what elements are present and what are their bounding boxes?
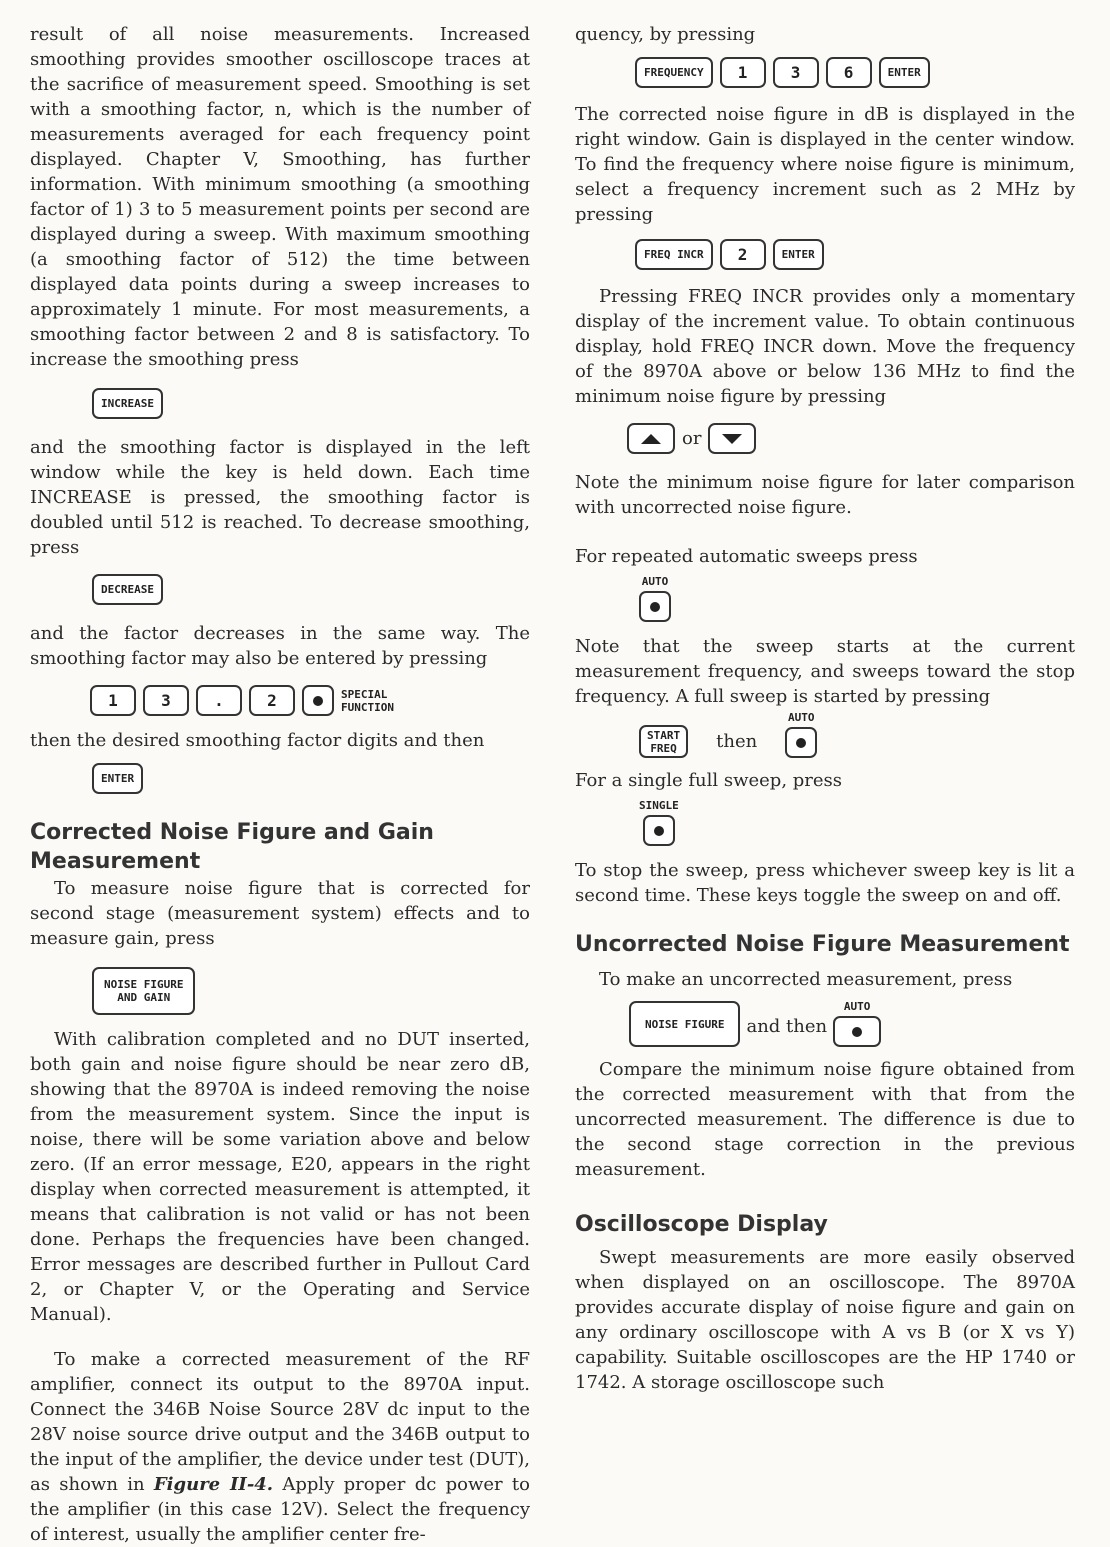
paragraph-increase: and the smoothing factor is displayed in the left window while the key is held down. Each time INCREASE is pressed, the smoothing factor is doubled until 512 is reached. To decrease smoothing, press — [30, 437, 530, 558]
key-indicator-icon — [852, 1027, 862, 1037]
key-3[interactable]: 3 — [773, 57, 819, 88]
auto-sweep-key[interactable] — [833, 1016, 881, 1047]
auto-sweep-key[interactable] — [639, 591, 671, 622]
auto-label: AUTO — [787, 711, 815, 724]
enter-key[interactable]: ENTER — [879, 57, 930, 88]
enter-key[interactable]: ENTER — [773, 239, 824, 270]
up-arrow-icon — [640, 433, 662, 445]
down-arrow-icon — [721, 433, 743, 445]
auto-key-group — [639, 575, 671, 622]
single-key-group — [639, 799, 679, 846]
heading-uncorrected: Uncorrected Noise Figure Measurement — [575, 932, 1070, 957]
enter-key[interactable]: ENTER — [92, 763, 143, 794]
paragraph-corrected-intro: To measure noise figure that is corrected for second stage (measurement system) effects and to measure gain, press — [30, 878, 530, 949]
paragraph-frequency: quency, by pressing — [575, 24, 756, 45]
paragraph-calibration: With calibration completed and no DUT inserted, both gain and noise figure should be near zero dB, showing that the 8970A is indeed removing the noise from the measurement system. Since the input is noise, there will be some variation above and below zero. (If an error message, E20, appears in the right display when corrected measurement is attempted, it means that calibration is not valid or has not been done. Perhaps the frequencies have been changed. Error messages are described further in Pullout Card 2, or Chapter V, or the Operating and Service Manual). — [30, 1029, 530, 1325]
increase-key-row — [92, 388, 530, 419]
paragraph-compare: Compare the minimum noise figure obtained from the corrected measurement with that from the uncorrected measurement. The difference is due to the second stage correction in the previous measurement. — [575, 1059, 1075, 1180]
noise-figure-key[interactable]: NOISE FIGURE — [629, 1001, 740, 1047]
increase-key[interactable]: INCREASE — [92, 388, 163, 419]
decrease-key-row — [92, 574, 530, 605]
special-function-label: SPECIAL FUNCTION — [341, 687, 394, 714]
heading-oscilloscope: Oscilloscope Display — [575, 1212, 828, 1237]
auto-sweep-key[interactable] — [785, 727, 817, 758]
key-1[interactable]: 1 — [720, 57, 766, 88]
key-2[interactable]: 2 — [720, 239, 766, 270]
key-2[interactable]: 2 — [249, 685, 295, 716]
auto-key-group-2 — [785, 711, 817, 758]
paragraph-freq-incr: Pressing FREQ INCR provides only a momentary display of the increment value. To obtain continuous display, hold FREQ INCR down. Move the frequency of the 8970A above or below 136 MHz to find the minimum noise figure by pressing — [575, 286, 1075, 407]
and-then-label: and then — [746, 1016, 828, 1037]
auto-label: AUTO — [641, 575, 669, 588]
freq-incr-key-row — [635, 239, 1075, 270]
single-sweep-key[interactable] — [643, 815, 675, 846]
key-indicator-icon — [796, 738, 806, 748]
key-6[interactable]: 6 — [826, 57, 872, 88]
paragraph-oscilloscope: Swept measurements are more easily observed when displayed on an oscilloscope. The 8970A provides accurate display of noise figure and gain on any ordinary oscilloscope with A vs B (or X vs Y) capability. Suitable oscilloscopes are the HP 1740 or 1742. A storage oscilloscope such — [575, 1247, 1075, 1393]
key-indicator-icon — [650, 602, 660, 612]
paragraph-sweep-start: Note that the sweep starts at the current measurement frequency, and sweeps toward the stop frequency. A full sweep is started by pressing — [575, 636, 1075, 707]
key-indicator-icon — [654, 826, 664, 836]
nfg-key-row — [92, 967, 530, 1015]
noise-figure-and-gain-key[interactable]: NOISE FIGURE AND GAIN — [92, 967, 195, 1015]
paragraph-decrease: and the factor decreases in the same way. The smoothing factor may also be entered by pressing — [30, 623, 530, 669]
heading-corrected: Corrected Noise Figure and Gain Measurement — [30, 820, 434, 874]
auto-key-group-3 — [833, 1000, 881, 1047]
single-label: SINGLE — [639, 799, 679, 812]
or-label: or — [682, 428, 702, 449]
special-function-key[interactable] — [302, 685, 334, 716]
paragraph-uncorrected-intro: To make an uncorrected measurement, press — [599, 969, 1013, 990]
paragraph-single-sweep: For a single full sweep, press — [575, 770, 843, 791]
enter-key-row — [92, 763, 530, 794]
down-arrow-key[interactable] — [708, 423, 756, 454]
key-3[interactable]: 3 — [143, 685, 189, 716]
smoothing-entry-keys — [90, 685, 530, 716]
paragraph-note-minimum: Note the minimum noise figure for later comparison with uncorrected noise figure. — [575, 472, 1075, 518]
paragraph-repeated-sweeps: For repeated automatic sweeps press — [575, 546, 918, 567]
frequency-key[interactable]: FREQUENCY — [635, 57, 713, 88]
start-freq-row — [639, 711, 1075, 758]
paragraph-rf-amplifier: To make a corrected measurement of the RF amplifier, connect its output to the 8970A input. Connect the 346B Noise Source 28V dc input to the 28V noise source drive output and the 346B output to the input of the amplifier, the device under test (DUT), as shown in Figure II-4. Apply proper dc power to the amplifier (in this case 12V). Select the frequency of interest, usually the amplifier center fre- — [30, 1349, 530, 1545]
freq-incr-key[interactable]: FREQ INCR — [635, 239, 713, 270]
key-indicator-icon — [313, 696, 323, 706]
paragraph-stop-sweep: To stop the sweep, press whichever sweep key is lit a second time. These keys toggle the sweep on and off. — [575, 860, 1075, 906]
key-decimal[interactable]: . — [196, 685, 242, 716]
arrow-keys-row — [627, 423, 1075, 454]
paragraph-digits: then the desired smoothing factor digits and then — [30, 730, 485, 751]
decrease-key[interactable]: DECREASE — [92, 574, 163, 605]
noise-figure-row — [629, 1000, 1075, 1047]
key-1[interactable]: 1 — [90, 685, 136, 716]
figure-reference: Figure II-4. — [153, 1474, 274, 1495]
right-column — [575, 22, 1075, 1395]
frequency-key-row — [635, 57, 1075, 88]
then-label: then — [716, 731, 758, 752]
start-freq-key[interactable]: START FREQ — [639, 725, 688, 758]
up-arrow-key[interactable] — [627, 423, 675, 454]
auto-label: AUTO — [843, 1000, 871, 1013]
paragraph-smoothing-intro: result of all noise measurements. Increased smoothing provides smoother oscilloscope traces at the sacrifice of measurement speed. Smoothing is set with a smoothing factor, n, which is the number of measurements averaged for each frequency point displayed. Chapter V, Smoothing, has further information. With minimum smoothing (a smoothing factor of 1) 3 to 5 measurement points per second are displayed during a sweep. With maximum smoothing (a smoothing factor of 512) the time between displayed data points during a sweep increases to approximately 1 minute. For most measurements, a smoothing factor between 2 and 8 is satisfactory. To increase the smoothing press — [30, 24, 530, 370]
left-column — [30, 22, 530, 1547]
paragraph-gain-display: The corrected noise figure in dB is displayed in the right window. Gain is displayed in the center window. To find the frequency where noise figure is minimum, select a frequency increment such as 2 MHz by pressing — [575, 104, 1075, 225]
